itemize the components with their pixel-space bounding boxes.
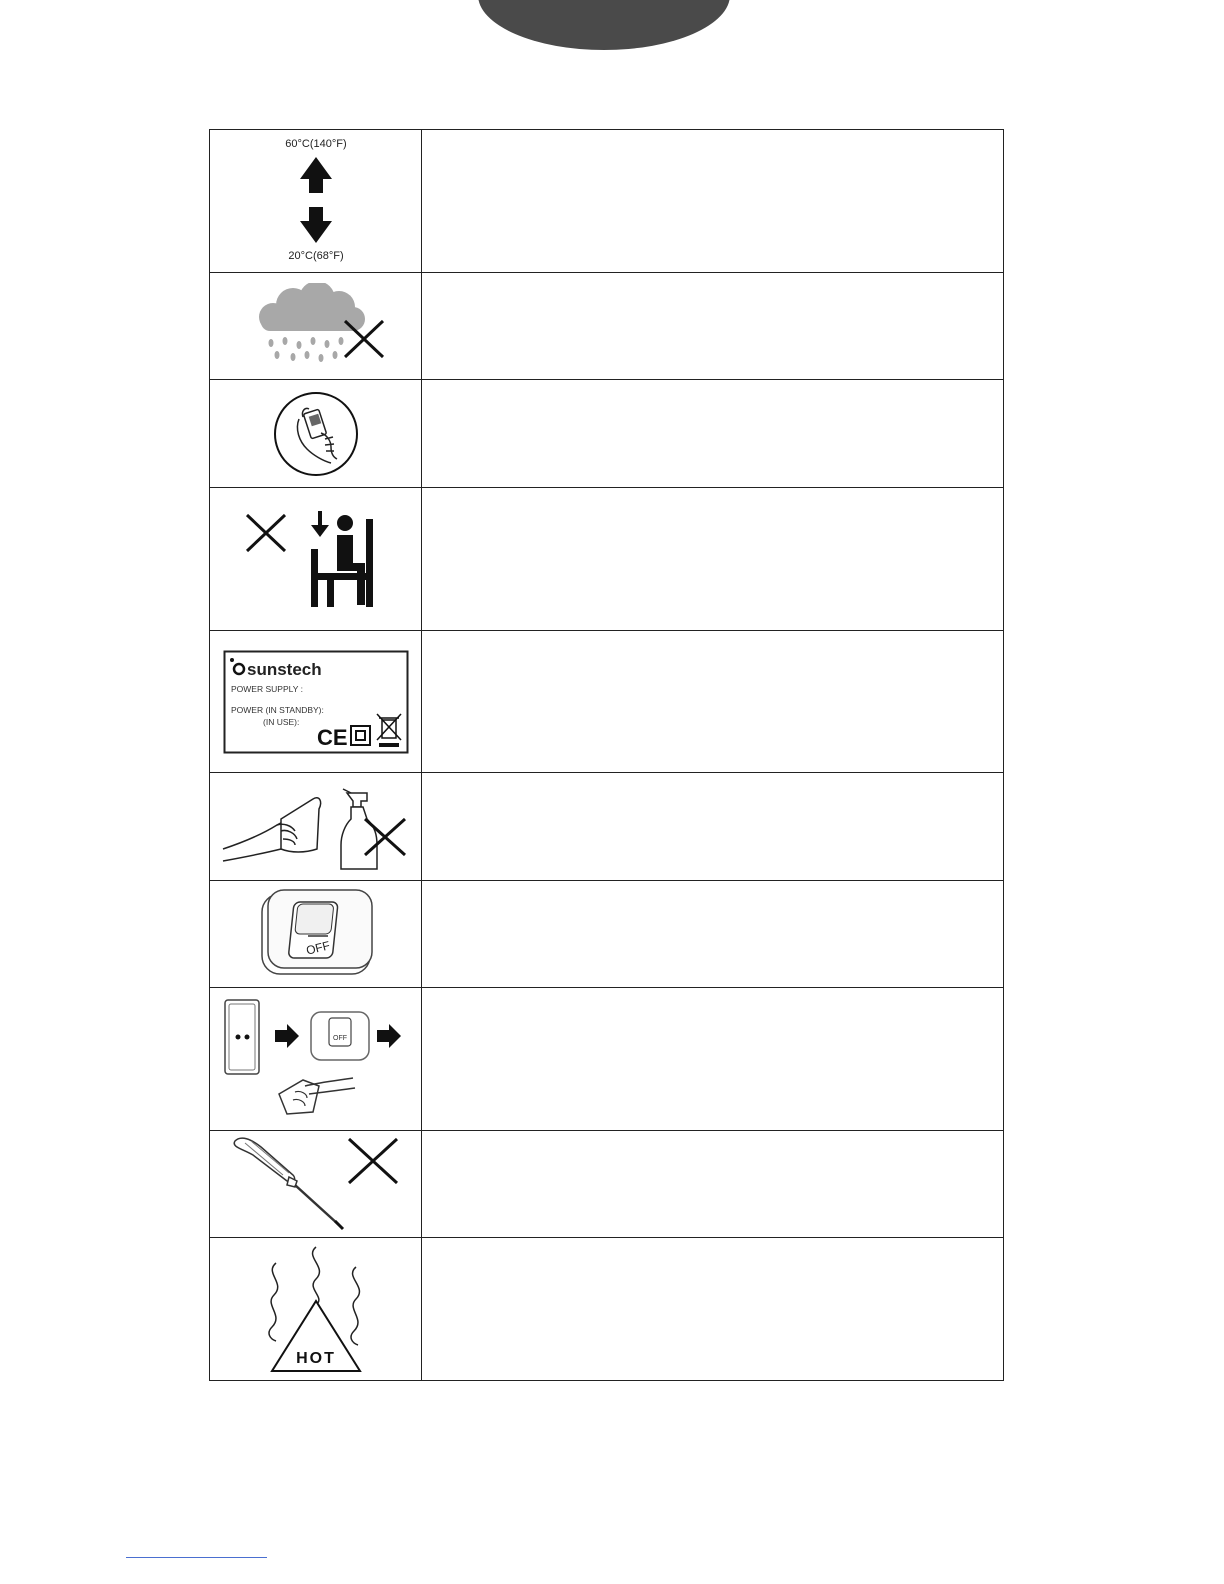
max-temperature-label: 60°C(140°F) <box>284 138 347 150</box>
brand-logo-text: sunstech <box>246 659 322 679</box>
instruction-text <box>422 380 1004 488</box>
instruction-text <box>422 130 1004 273</box>
instruction-text <box>422 273 1004 380</box>
ce-mark: CE <box>316 724 348 750</box>
icon-cell <box>210 380 422 488</box>
table-row <box>210 1131 1004 1238</box>
footnote-separator <box>126 1557 267 1558</box>
temperature-range-icon <box>256 135 376 267</box>
instruction-text <box>422 988 1004 1131</box>
table-row <box>210 881 1004 988</box>
min-temperature-label: 20°C(68°F) <box>287 250 344 262</box>
icon-cell <box>210 1131 422 1238</box>
off-label: OFF <box>304 938 331 958</box>
icon-cell <box>210 130 422 273</box>
icon-cell <box>210 1238 422 1381</box>
table-row <box>210 1238 1004 1381</box>
unplug-switch-off-clean-icon <box>221 994 411 1124</box>
no-screwdriver-icon <box>231 1135 401 1233</box>
table-row <box>210 130 1004 273</box>
power-in-use-label: (IN USE): <box>262 716 299 727</box>
table-row <box>210 773 1004 881</box>
hot-surface-icon <box>256 1243 376 1375</box>
rating-label-icon <box>223 650 409 754</box>
icon-cell <box>210 631 422 773</box>
table-row <box>210 380 1004 488</box>
icon-cell <box>210 988 422 1131</box>
instruction-text <box>422 881 1004 988</box>
table-row <box>210 631 1004 773</box>
wipe-no-spray-icon <box>221 779 411 875</box>
icon-cell <box>210 773 422 881</box>
table-row <box>210 488 1004 631</box>
instruction-text <box>422 1238 1004 1381</box>
instruction-text <box>422 773 1004 881</box>
icon-cell <box>210 273 422 380</box>
off-switch-icon <box>256 884 376 984</box>
off-label: OFF <box>332 1035 347 1042</box>
power-standby-label: POWER (IN STANDBY): <box>230 704 324 715</box>
power-supply-label: POWER SUPPLY : <box>230 683 303 694</box>
icon-cell <box>210 488 422 631</box>
do-not-sit-on-icon <box>241 509 391 609</box>
hot-label: HOT <box>295 1350 336 1367</box>
page-tab-decoration <box>478 0 730 50</box>
safety-instructions-table <box>209 129 1004 1381</box>
table-row <box>210 988 1004 1131</box>
hand-holding-device-icon <box>271 389 361 479</box>
instruction-text <box>422 1131 1004 1238</box>
instruction-text <box>422 631 1004 773</box>
no-rain-icon <box>241 283 391 369</box>
icon-cell <box>210 881 422 988</box>
instruction-text <box>422 488 1004 631</box>
table-row <box>210 273 1004 380</box>
